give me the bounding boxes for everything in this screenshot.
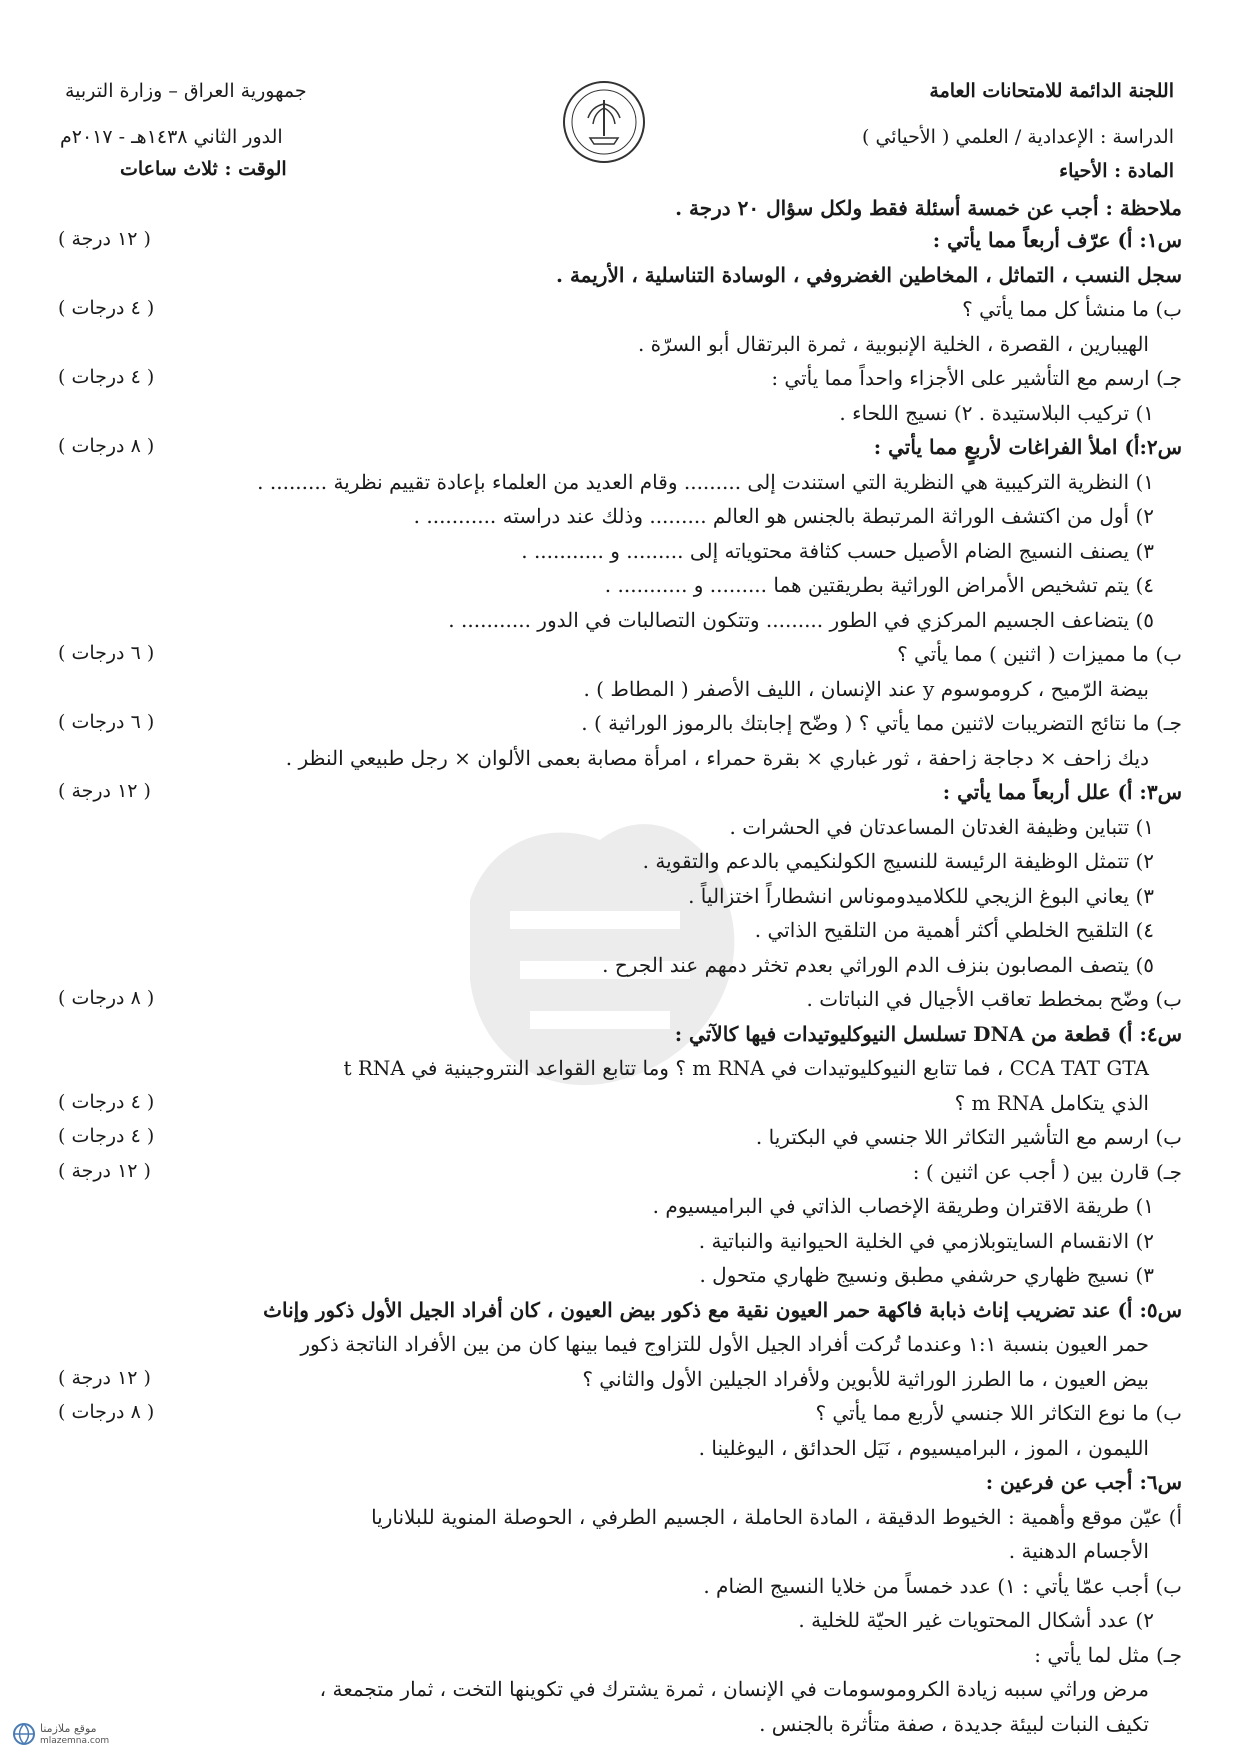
question-text: ٢) أول من اكتشف الوراثة المرتبطة بالجنس هو العالم ......... وذلك عند دراسته ........... . — [413, 504, 1154, 528]
question-line — [82, 711, 1182, 735]
question-line — [54, 953, 1154, 977]
question-text: ٤) التلقيح الخلطي أكثر أهمية من التلقيح الذاتي . — [754, 918, 1154, 942]
exam-note: ملاحظة : أجب عن خمسة أسئلة فقط ولكل سؤال ٢٠ درجة . — [675, 196, 1182, 220]
marks-label: ( ٤ درجات ) — [58, 297, 155, 319]
question-line — [82, 780, 1182, 804]
subject-line: المادة : الأحياء — [1059, 160, 1174, 182]
question-line — [54, 401, 1154, 425]
question-line — [82, 1022, 1182, 1046]
question-text: جـ) ارسم مع التأشير على الأجزاء واحداً مما يأتي : — [771, 366, 1182, 390]
marks-label: ( ٦ درجات ) — [58, 711, 155, 733]
question-line — [54, 539, 1154, 563]
question-text: ٢) الانقسام السايتوبلازمي في الخلية الحيوانية والنباتية . — [698, 1229, 1154, 1253]
question-line — [54, 849, 1154, 873]
question-text: س٢:أ) املأ الفراغات لأربعٍ مما يأتي : — [873, 435, 1182, 459]
footer-logo — [12, 1720, 132, 1750]
question-text: CCA TAT GTA ، فما تتابع النيوكليوتيدات في m RNA ؟ وما تتابع القواعد النتروجينية في t RNA — [343, 1056, 1149, 1080]
marks-label: ( ١٢ درجة ) — [58, 228, 151, 250]
marks-label: ( ١٢ درجة ) — [58, 780, 151, 802]
question-text: ب) ما منشأ كل مما يأتي ؟ — [962, 297, 1182, 321]
question-line — [54, 608, 1154, 632]
question-text: الأجسام الدهنية . — [1008, 1539, 1149, 1563]
question-text: ب) وضّح بمخطط تعاقب الأجيال في النباتات . — [806, 987, 1182, 1011]
question-text: ٥) يتصف المصابون بنزف الدم الوراثي بعدم تخثر دمهم عند الجرح . — [602, 953, 1154, 977]
question-line — [49, 1539, 1149, 1563]
question-line — [49, 1056, 1149, 1080]
question-text: الذي يتكامل m RNA ؟ — [954, 1091, 1149, 1115]
question-text: ٣) يعاني البوغ الزيجي للكلاميدوموناس انشطاراً اختزالياً . — [688, 884, 1154, 908]
question-line — [54, 1194, 1154, 1218]
question-text: س٣: أ) علل أربعاً مما يأتي : — [942, 780, 1182, 804]
question-line — [49, 332, 1149, 356]
committee-title: اللجنة الدائمة للامتحانات العامة — [929, 80, 1174, 102]
question-text: ١) تتباين وظيفة الغدتان المساعدتان في الحشرات . — [729, 815, 1154, 839]
question-text: س١: أ) عرّف أربعاً مما يأتي : — [932, 228, 1182, 252]
globe-icon — [12, 1722, 36, 1746]
question-line — [82, 1401, 1182, 1425]
question-line — [54, 573, 1154, 597]
session-line: الدور الثاني ١٤٣٨هـ - ٢٠١٧م — [60, 126, 283, 148]
question-text: ب) ارسم مع التأشير التكاثر اللا جنسي في البكتريا . — [755, 1125, 1182, 1149]
question-text: ٣) نسيج ظهاري حرشفي مطبق ونسيج ظهاري متحول . — [699, 1263, 1154, 1287]
marks-label: ( ٨ درجات ) — [58, 435, 155, 457]
question-text: س٤: أ) قطعة من DNA تسلسل النيوكليوتيدات فيها كالآتي : — [674, 1022, 1182, 1046]
marks-label: ( ٤ درجات ) — [58, 366, 155, 388]
question-line — [82, 435, 1182, 459]
question-line — [49, 746, 1149, 770]
question-text: أ) عيّن موقع وأهمية : الخيوط الدقيقة ، المادة الحاملة ، الجسيم الطرفي ، الحوصلة المنوية للبلاناريا — [371, 1505, 1182, 1529]
question-text: ١) النظرية التركيبية هي النظرية التي استندت إلى ......... وقام العديد من العلماء بإعادة تقييم نظرية ......... . — [257, 470, 1154, 494]
question-line — [82, 1470, 1182, 1494]
question-line — [54, 815, 1154, 839]
marks-label: ( ٦ درجات ) — [58, 642, 155, 664]
question-line — [54, 1229, 1154, 1253]
question-line — [54, 470, 1154, 494]
question-text: ٢) عدد أشكال المحتويات غير الحيّة للخلية . — [798, 1608, 1154, 1632]
republic-line: جمهورية العراق – وزارة التربية — [65, 80, 307, 102]
question-text: مرض وراثي سببه زيادة الكروموسومات في الإنسان ، ثمرة يشترك في تكوينها التخت ، ثمار متجمعة ، — [319, 1677, 1149, 1701]
question-line — [82, 1125, 1182, 1149]
footer-url: mlazemna.com — [40, 1736, 110, 1746]
question-line — [49, 1091, 1149, 1115]
question-text: س٦: أجب عن فرعين : — [985, 1470, 1182, 1494]
marks-label: ( ٨ درجات ) — [58, 1401, 155, 1423]
question-line — [49, 1712, 1149, 1736]
question-line — [82, 366, 1182, 390]
question-text: تكيف النبات لبيئة جديدة ، صفة متأثرة بالجنس . — [759, 1712, 1149, 1736]
marks-label: ( ٤ درجات ) — [58, 1091, 155, 1113]
question-line — [49, 677, 1149, 701]
question-text: جـ) ما نتائج التضريبات لاثنين مما يأتي ؟ ( وضّح إجابتك بالرموز الوراثية ) . — [581, 711, 1182, 735]
question-line — [49, 1677, 1149, 1701]
question-line — [82, 1298, 1182, 1322]
question-line — [54, 884, 1154, 908]
marks-label: ( ١٢ درجة ) — [58, 1367, 151, 1389]
question-text: ديك زاحف × دجاجة زاحفة ، ثور غباري × بقرة حمراء ، امرأة مصابة بعمى الألوان × رجل طبيعي النظر . — [285, 746, 1149, 770]
study-line: الدراسة : الإعدادية / العلمي ( الأحيائي ) — [862, 126, 1174, 148]
question-text: ١) تركيب البلاستيدة . ٢) نسيج اللحاء . — [839, 401, 1154, 425]
question-text: ٣) يصنف النسيج الضام الأصيل حسب كثافة محتوياته إلى ......... و ........... . — [521, 539, 1154, 563]
question-text: حمر العيون بنسبة ١:١ وعندما تُركت أفراد الجيل الأول للتزاوج فيما بينها كان من بين الأفراد الناتجة ذكور — [300, 1332, 1149, 1356]
question-text: ١) طريقة الاقتران وطريقة الإخصاب الذاتي في البراميسيوم . — [652, 1194, 1154, 1218]
question-text: جـ) قارن بين ( أجب عن اثنين ) : — [912, 1160, 1182, 1184]
question-text: الليمون ، الموز ، البراميسيوم ، نَيَل الحدائق ، اليوغلينا . — [698, 1436, 1149, 1460]
question-text: ب) ما مميزات ( اثنين ) مما يأتي ؟ — [897, 642, 1182, 666]
marks-label: ( ٤ درجات ) — [58, 1125, 155, 1147]
question-text: بيضة الرّميح ، كروموسوم y عند الإنسان ، الليف الأصفر ( المطاط ) . — [583, 677, 1149, 701]
marks-label: ( ١٢ درجة ) — [58, 1160, 151, 1182]
question-text: ٤) يتم تشخيص الأمراض الوراثية بطريقتين هما ......... و ........... . — [604, 573, 1154, 597]
question-text: ٥) يتضاعف الجسيم المركزي في الطور ......... وتتكون التصالبات في الدور ........... . — [448, 608, 1154, 632]
question-line — [54, 918, 1154, 942]
question-text: س٥: أ) عند تضريب إناث ذبابة فاكهة حمر العيون نقية مع ذكور بيض العيون ، كان أفراد الجيل الأول ذكور وإناث — [263, 1298, 1182, 1322]
question-line — [82, 263, 1182, 287]
question-line — [54, 1263, 1154, 1287]
question-line — [82, 297, 1182, 321]
question-text: ب) ما نوع التكاثر اللا جنسي لأربع مما يأتي ؟ — [815, 1401, 1182, 1425]
question-text: ٢) تتمثل الوظيفة الرئيسة للنسيج الكولنكيمي بالدعم والتقوية . — [642, 849, 1154, 873]
question-line — [49, 1332, 1149, 1356]
question-line — [54, 504, 1154, 528]
marks-label: ( ٨ درجات ) — [58, 987, 155, 1009]
question-line — [82, 1160, 1182, 1184]
question-line — [82, 987, 1182, 1011]
footer-name: موقع ملازمنا — [40, 1722, 97, 1735]
question-line — [82, 1643, 1182, 1667]
ministry-seal-icon — [560, 78, 648, 166]
question-text: سجل النسب ، التماثل ، المخاطين الغضروفي ، الوسادة التناسلية ، الأريمة . — [556, 263, 1182, 287]
question-text: الهيبارين ، القصرة ، الخلية الإنبوبية ، ثمرة البرتقال أبو السرّة . — [637, 332, 1149, 356]
question-line — [82, 642, 1182, 666]
question-line — [82, 1505, 1182, 1529]
question-text: ب) أجب عمّا يأتي : ١) عدد خمساً من خلايا النسيج الضام . — [703, 1574, 1182, 1598]
question-text: جـ) مثل لما يأتي : — [1034, 1643, 1182, 1667]
question-text: بيض العيون ، ما الطرز الوراثية للأبوين ولأفراد الجيلين الأول والثاني ؟ — [582, 1367, 1149, 1391]
time-line: الوقت : ثلاث ساعات — [120, 158, 287, 180]
question-line — [82, 1574, 1182, 1598]
question-line — [49, 1367, 1149, 1391]
question-line — [49, 1436, 1149, 1460]
question-line — [82, 228, 1182, 252]
question-line — [54, 1608, 1154, 1632]
